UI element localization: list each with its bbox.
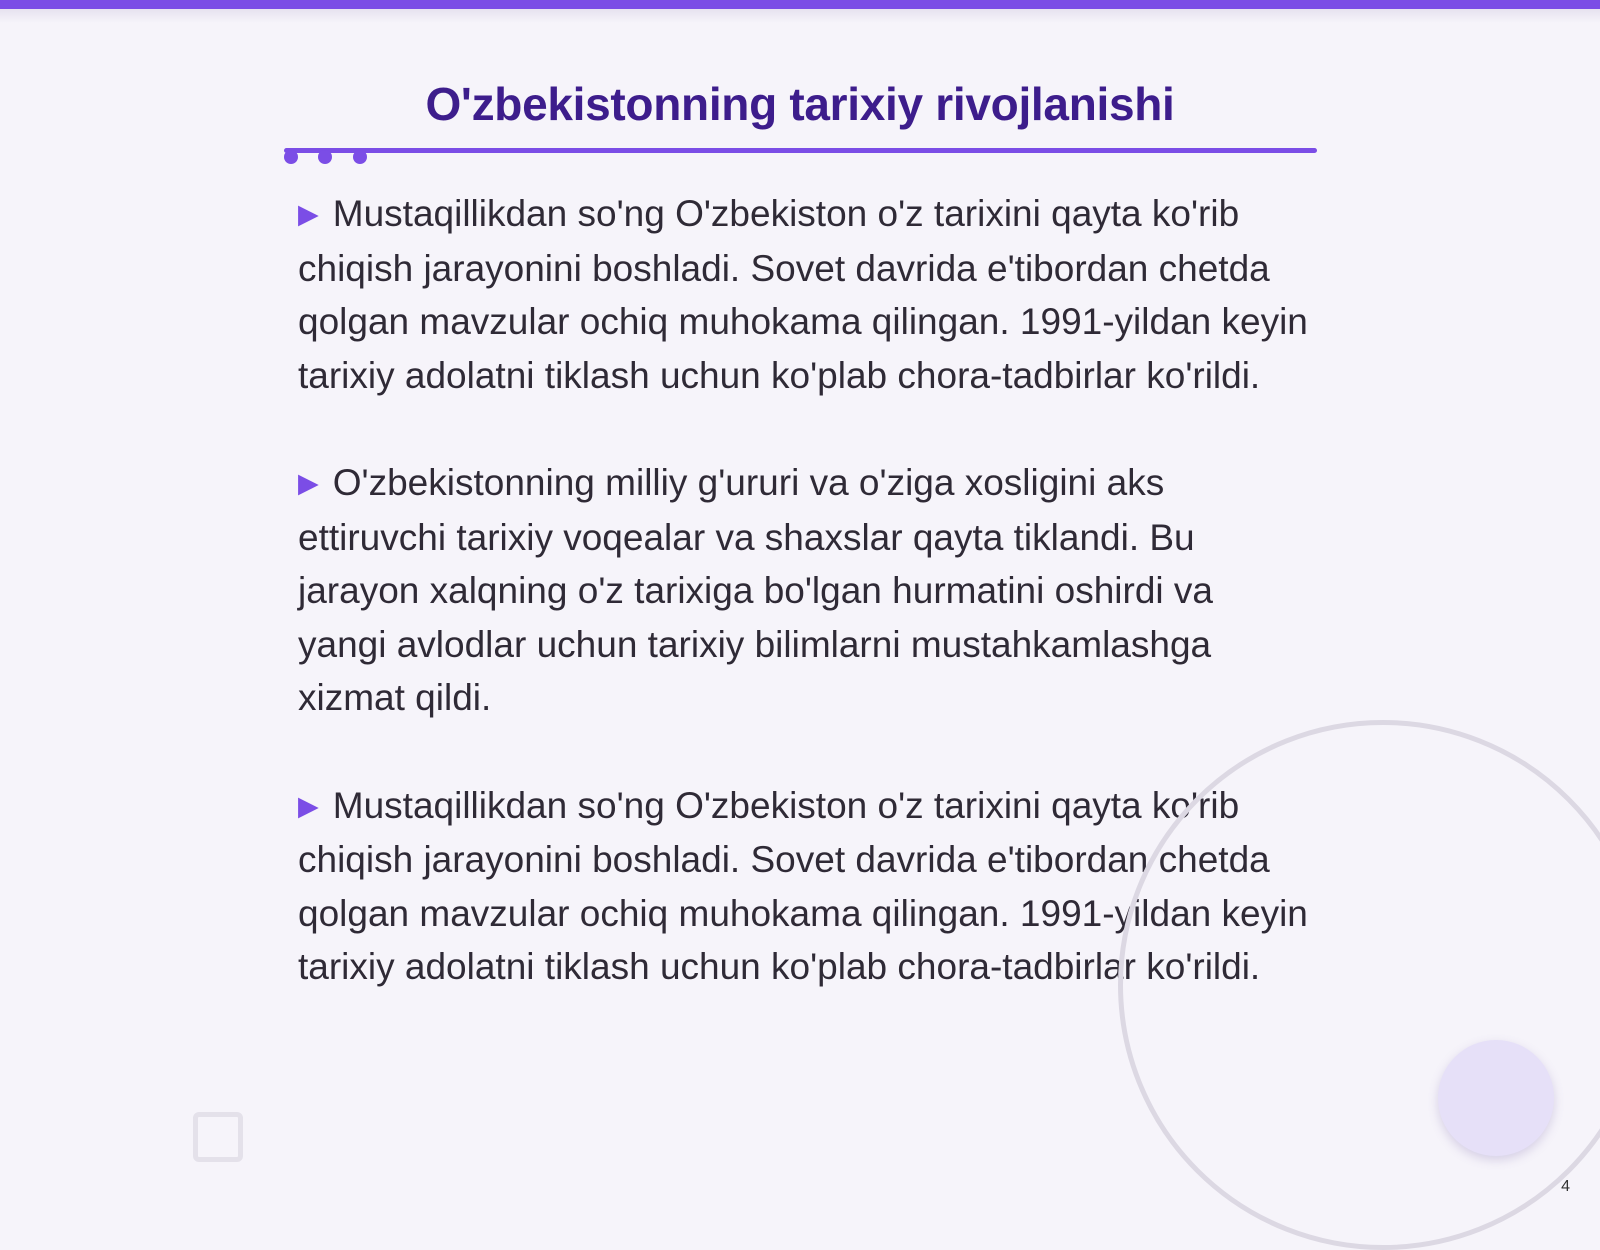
bullet-text-3: Mustaqillikdan so'ng O'zbekiston o'z tarixini qayta ko'rib chiqish jarayonini boshladi. Sovet davrida e'tibordan chetda qolgan mavzular ochiq muhokama qilingan. 1991-yildan keyin tarixiy adolatni tiklash uchun ko'plab chora-tadbirlar ko'rildi. <box>298 784 1308 987</box>
page-number: 4 <box>1561 1178 1570 1195</box>
decorative-dot <box>318 150 332 164</box>
title-underline <box>284 148 1317 153</box>
decorative-dot <box>353 150 367 164</box>
bullet-text-1: Mustaqillikdan so'ng O'zbekiston o'z tarixini qayta ko'rib chiqish jarayonini boshladi. Sovet davrida e'tibordan chetda qolgan mavzular ochiq muhokama qilingan. 1991-yildan keyin tarixiy adolatni tiklash uchun ko'plab chora-tadbirlar ko'rildi. <box>298 193 1308 396</box>
bullet-paragraph-1 <box>298 187 1308 402</box>
slide-title: O'zbekistonning tarixiy rivojlanishi <box>425 78 1175 130</box>
decorative-dot <box>284 150 298 164</box>
bullet-text-2: O'zbekistonning milliy g'ururi va o'ziga xosligini aks ettiruvchi tarixiy voqealar va shaxslar qayta tiklandi. Bu jarayon xalqning o'z tarixiga bo'lgan hurmatini oshirdi va yangi avlodlar uchun tarixiy bilimlarni mustahkamlashga xizmat qildi. <box>298 462 1213 718</box>
triangle-right-icon: ▶ <box>298 790 319 821</box>
top-shadow <box>0 9 1600 23</box>
triangle-right-icon: ▶ <box>298 199 319 229</box>
top-accent-bar <box>0 0 1600 9</box>
triangle-right-icon: ▶ <box>298 468 319 498</box>
decorative-circle-filled <box>1438 1040 1554 1156</box>
decorative-square-outline <box>193 1112 243 1162</box>
bullet-paragraph-2 <box>298 456 1308 725</box>
